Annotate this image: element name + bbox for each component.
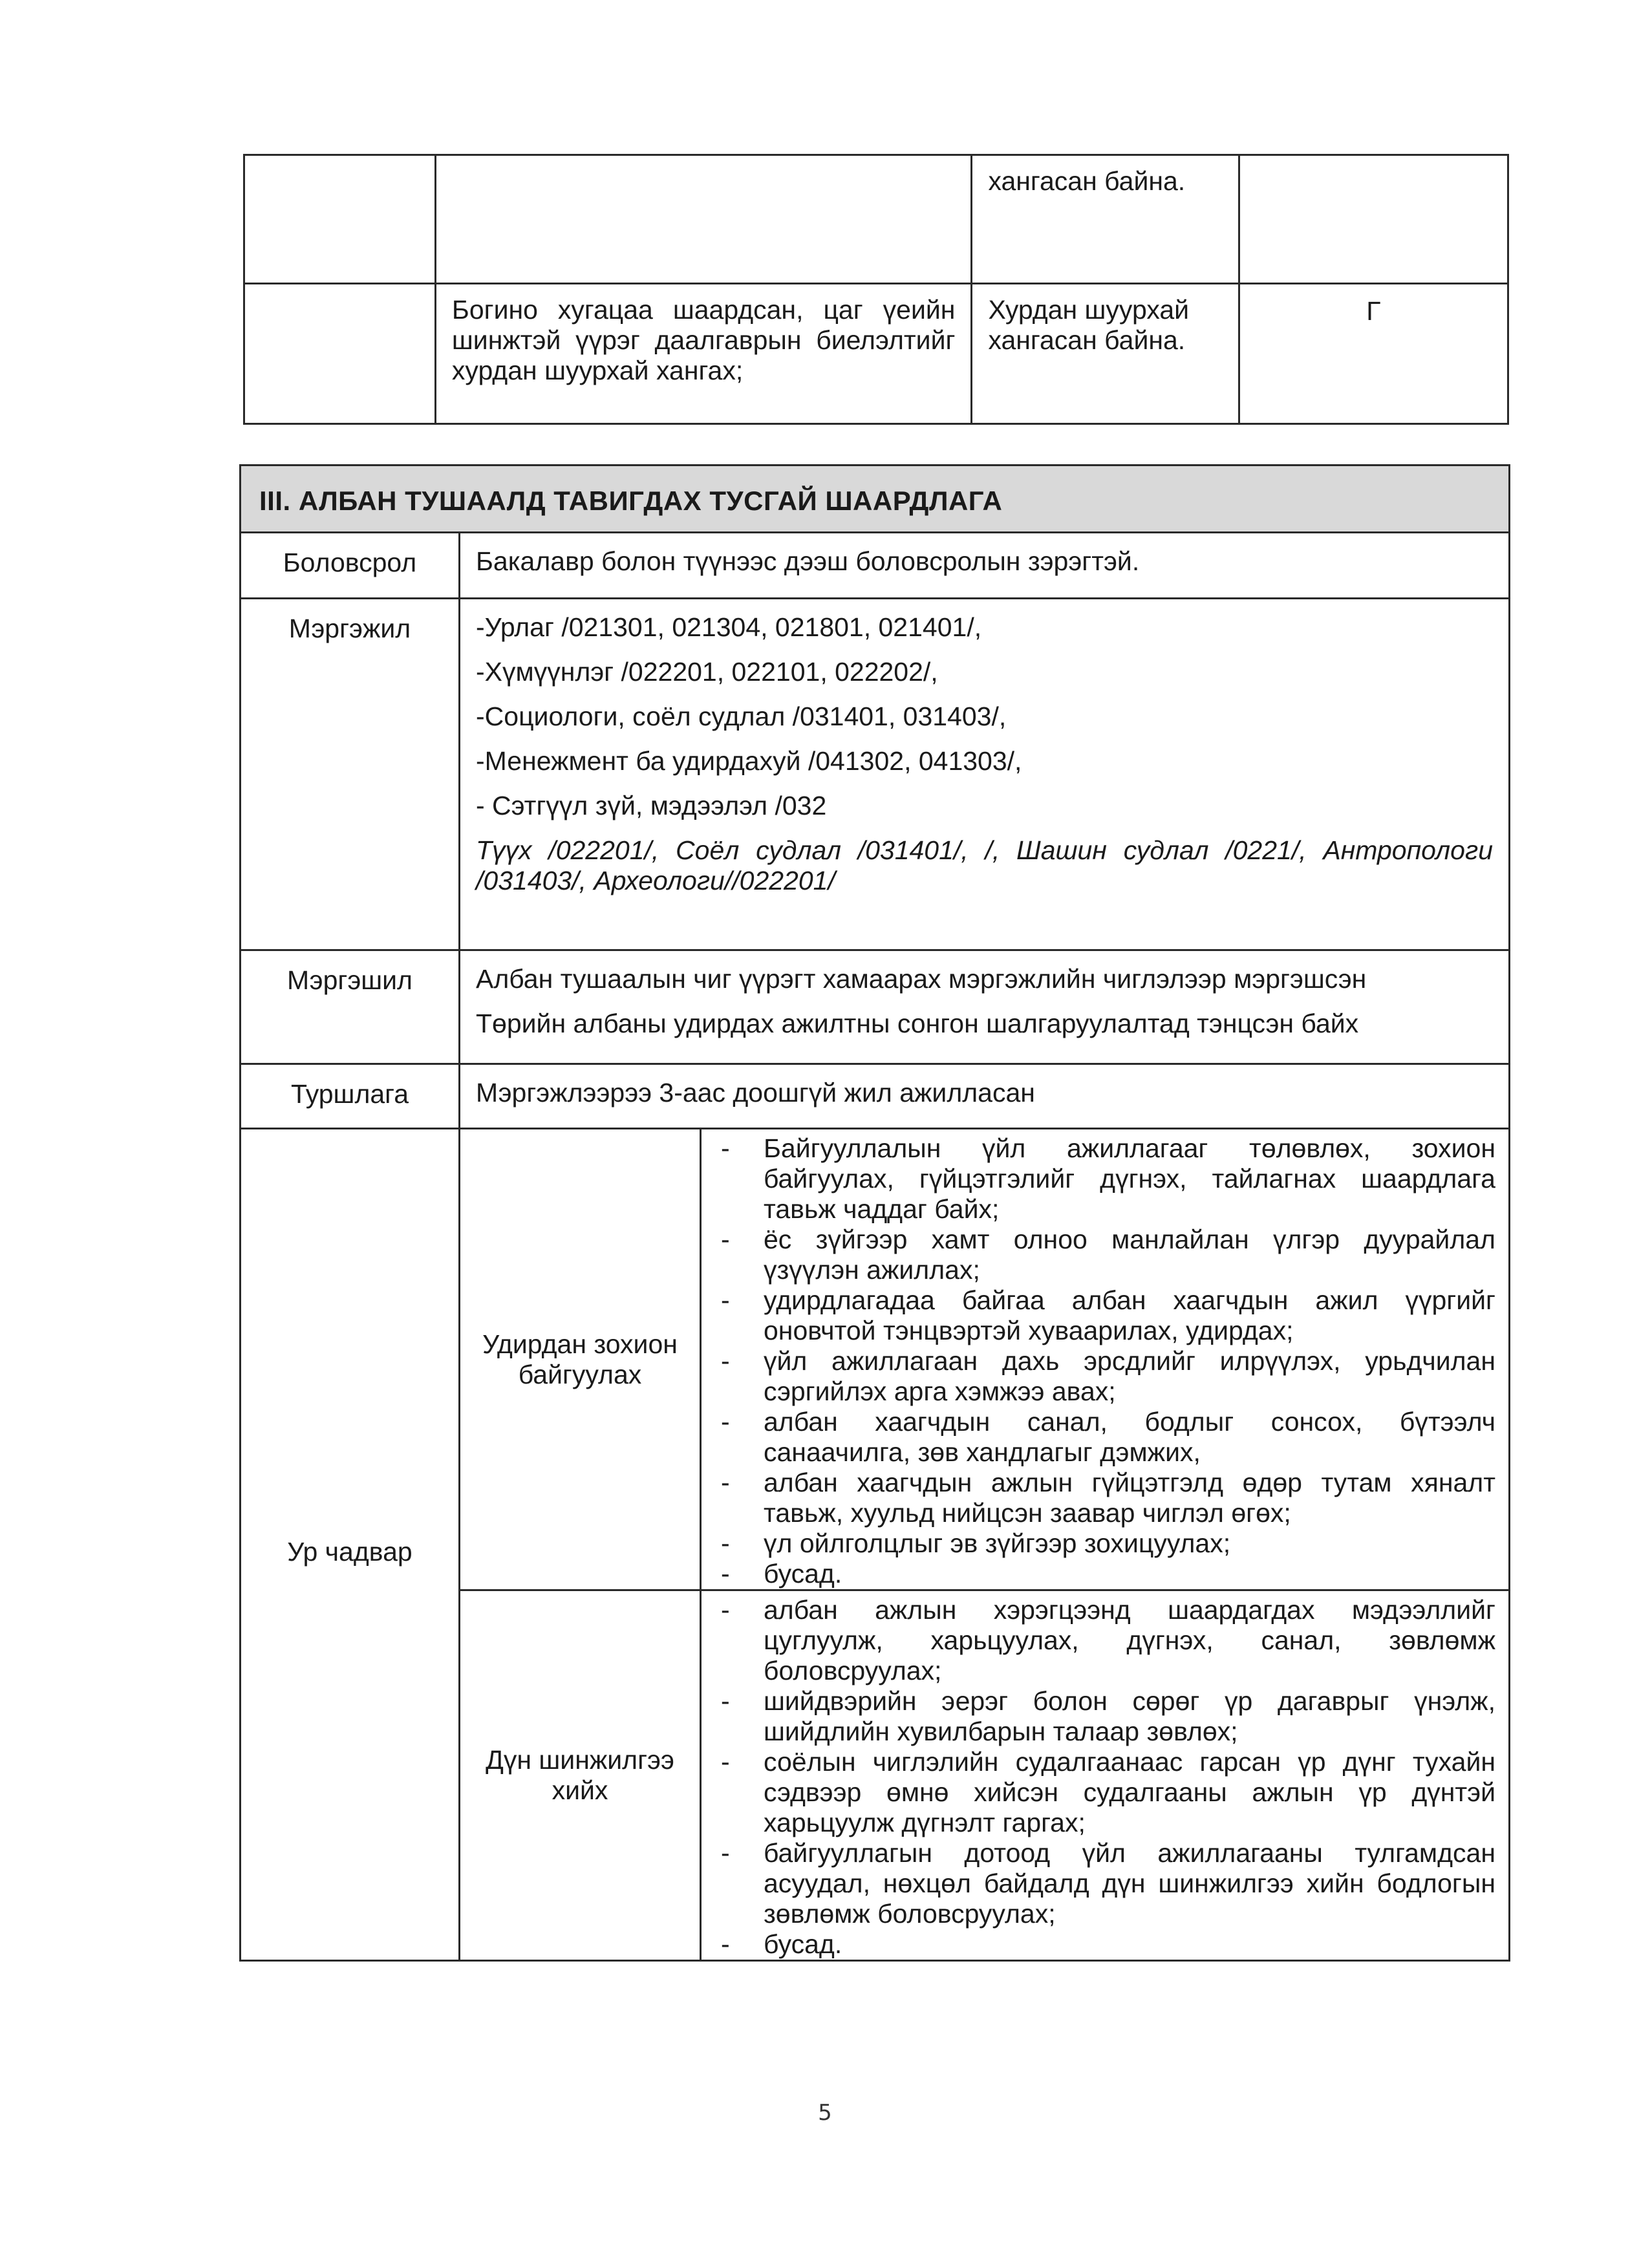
evaluation-table bbox=[243, 154, 1509, 425]
list-item: - соёлын чиглэлийн судалгаанаас гарсан үр дүнг тухайн сэдвээр өмнө хийсэн судалгааны ажлын үр дүнтэй харьцуулж дүгнэлт гаргах; bbox=[702, 1747, 1495, 1838]
list-item: - үйл ажиллагаан дахь эрсдлийг илрүүлэх, урьдчилан сэргийлэх арга хэмжээ авах; bbox=[702, 1346, 1495, 1407]
list-item: - бусад. bbox=[702, 1929, 1495, 1960]
criteria-text: Хурдан шуурхай хангасан байна. bbox=[972, 284, 1239, 424]
list-item: - үл ойлголцлыг эв зүйгээр зохицуулах; bbox=[702, 1528, 1495, 1559]
list-item: - албан ажлын хэрэгцээнд шаардагдах мэдээллийг цуглуулж, харьцуулах, дүгнэх, санал, зөвлөмж боловсруулах; bbox=[702, 1595, 1495, 1686]
education-label: Боловсрол bbox=[241, 533, 460, 599]
list-item: - шийдвэрийн эерэг болон сөрөг үр дагаврыг үнэлж, шийдлийн хувилбарын талаар зөвлөх; bbox=[702, 1686, 1495, 1747]
skills-label: Ур чадвар bbox=[241, 1129, 460, 1961]
profession-label: Мэргэжил bbox=[241, 599, 460, 950]
criteria-text: хангасан байна. bbox=[988, 166, 1186, 196]
list-item: - удирдлагадаа байгаа албан хаагчдын ажил үүргийг оновчтой тэнцвэртэй хуваарилах, удирдах; bbox=[702, 1285, 1495, 1346]
profession-item: -Хүмүүнлэг /022201, 022101, 022202/, bbox=[476, 657, 938, 687]
skill-group-items bbox=[701, 1129, 1510, 1590]
qualification-item: Төрийн албаны удирдах ажилтны сонгон шалгаруулалтад тэнцсэн байх bbox=[476, 1009, 1359, 1038]
profession-item: -Социологи, соёл судлал /031401, 031403/, bbox=[476, 701, 1007, 731]
grade-text: Г bbox=[1239, 284, 1508, 424]
experience-label: Туршлага bbox=[241, 1064, 460, 1129]
task-description: Богино хугацаа шаардсан, цаг үеийн шинжтэй үүрэг даалгаврын биелэлтийг хурдан шуурхай хангах; bbox=[435, 284, 972, 424]
table-cell bbox=[972, 155, 1239, 284]
qualification-row bbox=[241, 950, 1510, 1064]
profession-italic-note: Түүх /022201/, Соёл судлал /031401/, /, Шашин судлал /0221/, Антропологи /031403/, Археологи//022201/ bbox=[476, 835, 1493, 895]
list-item: - албан хаагчдын ажлын гүйцэтгэлд өдөр тутам хяналт тавьж, хуульд нийцсэн заавар чиглэл өгөх; bbox=[702, 1468, 1495, 1528]
table-cell bbox=[1239, 155, 1508, 284]
qualification-list bbox=[460, 950, 1510, 1064]
skill-group-name: Удирдан зохион байгуулах bbox=[460, 1129, 701, 1590]
list-item: - ёс зүйгээр хамт олноо манлайлан үлгэр дуурайлал үзүүлэн ажиллах; bbox=[702, 1225, 1495, 1285]
table-cell bbox=[244, 284, 436, 424]
profession-item: - Сэтгүүл зүй, мэдээлэл /032 bbox=[476, 791, 827, 820]
qualification-item: Албан тушаалын чиг үүрэгт хамаарах мэргэжлийн чиглэлээр мэргэшсэн bbox=[476, 964, 1367, 994]
profession-item: -Урлаг /021301, 021304, 021801, 021401/, bbox=[476, 612, 982, 642]
section-header-row bbox=[241, 465, 1510, 533]
profession-row bbox=[241, 599, 1510, 950]
table-row bbox=[244, 284, 1508, 424]
skill-group-name: Дүн шинжилгээ хийх bbox=[460, 1590, 701, 1961]
skill-group-items bbox=[701, 1590, 1510, 1961]
list-item: - бусад. bbox=[702, 1559, 1495, 1589]
skills-row bbox=[241, 1129, 1510, 1590]
education-row bbox=[241, 533, 1510, 599]
qualification-label: Мэргэшил bbox=[241, 950, 460, 1064]
section-title: III. АЛБАН ТУШААЛД ТАВИГДАХ ТУСГАЙ ШААРДЛАГА bbox=[241, 465, 1510, 533]
profession-list bbox=[460, 599, 1510, 950]
table-row bbox=[244, 155, 1508, 284]
experience-row bbox=[241, 1064, 1510, 1129]
list-item: - Байгууллалын үйл ажиллагааг төлөвлөх, зохион байгуулах, гүйцэтгэлийг дүгнэх, тайлагнах шаардлага тавьж чаддаг байх; bbox=[702, 1133, 1495, 1225]
education-value: Бакалавр болон түүнээс дээш боловсролын зэрэгтэй. bbox=[460, 533, 1510, 599]
experience-value: Мэргэжлээрээ 3-аас доошгүй жил ажилласан bbox=[460, 1064, 1510, 1129]
list-item: - байгууллагын дотоод үйл ажиллагааны тулгамдсан асуудал, нөхцөл байдалд дүн шинжилгээ хийн бодлогын зөвлөмж боловсруулах; bbox=[702, 1838, 1495, 1929]
table-cell bbox=[435, 155, 972, 284]
requirements-table bbox=[239, 464, 1510, 1962]
page-number: 5 bbox=[818, 2100, 832, 2126]
skill-list bbox=[702, 1591, 1508, 1960]
profession-item: -Менежмент ба удирдахуй /041302, 041303/, bbox=[476, 746, 1022, 776]
skill-list bbox=[702, 1129, 1508, 1589]
list-item: - албан хаагчдын санал, бодлыг сонсох, бүтээлч санаачилга, зөв хандлагыг дэмжих, bbox=[702, 1407, 1495, 1468]
table-cell bbox=[244, 155, 436, 284]
